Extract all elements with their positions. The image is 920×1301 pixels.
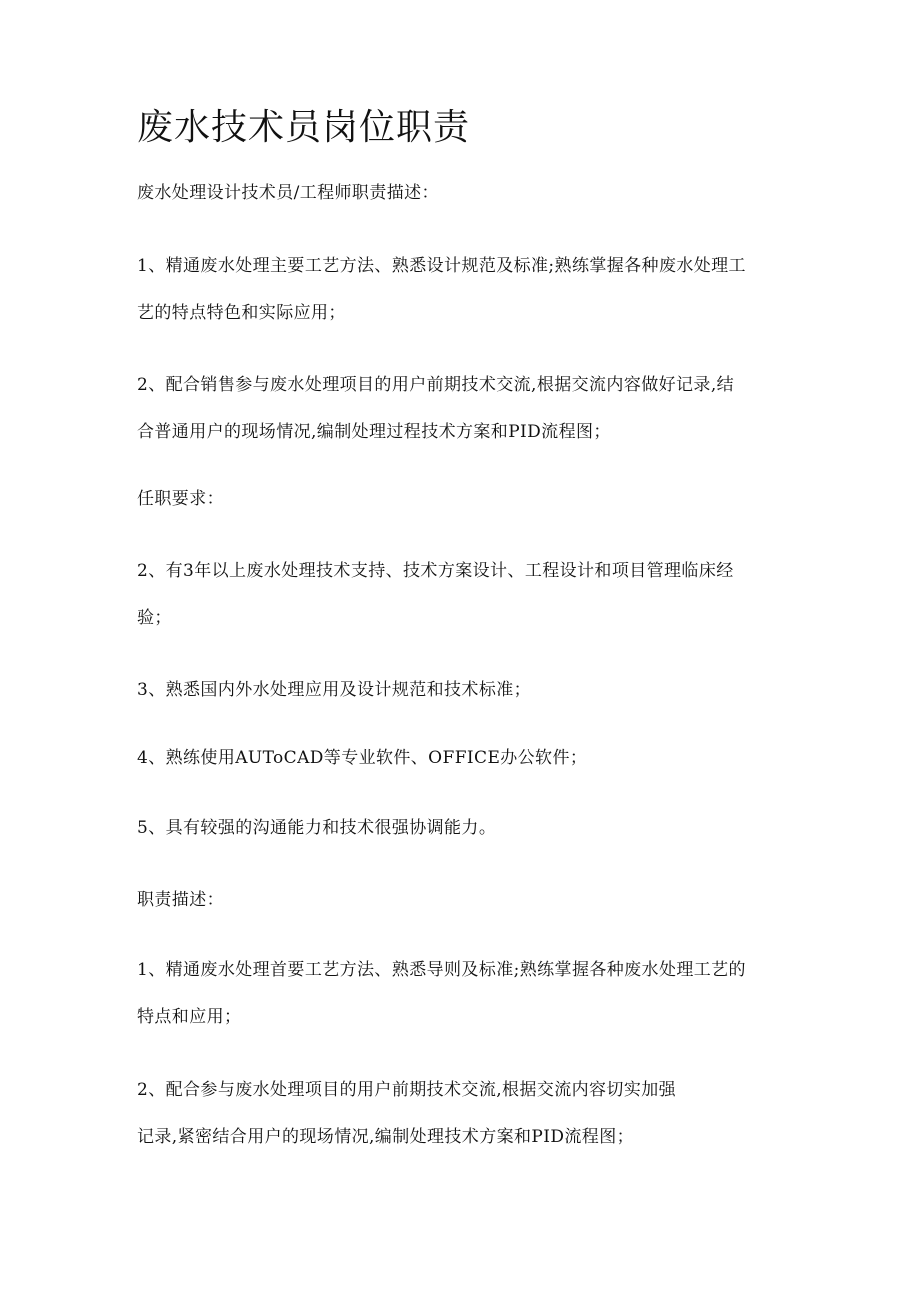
paragraph-line: 3、熟悉国内外水处理应用及设计规范和技术标准； [137,680,532,700]
paragraph-line: 2、配合参与废水处理项目的用户前期技术交流,根据交流内容切实加强 [137,1080,677,1100]
paragraph-line: 艺的特点特色和实际应用； [137,303,346,323]
paragraph-line: 5、具有较强的沟通能力和技术很强协调能力。 [137,818,497,838]
section-heading: 职责描述： [137,890,224,910]
paragraph-line: 1、精通废水处理主要工艺方法、熟悉设计规范及标准;熟练掌握各种废水处理工 [137,256,746,276]
document-title: 废水技术员岗位职责 [137,107,471,148]
paragraph-line: 验； [137,608,172,628]
paragraph-line: 4、熟练使用AUToCAD等专业软件、OFFICE办公软件； [137,748,588,768]
paragraph-line: 1、精通废水处理首要工艺方法、熟悉导则及标准;熟练掌握各种废水处理工艺的 [137,960,746,980]
paragraph-line: 记录,紧密结合用户的现场情况,编制处理技术方案和PID流程图； [137,1127,634,1147]
section-heading: 任职要求： [137,489,224,509]
subtitle-line: 废水处理设计技术员/工程师职责描述： [137,183,439,203]
paragraph-line: 2、配合销售参与废水处理项目的用户前期技术交流,根据交流内容做好记录,结 [137,375,735,395]
paragraph-line: 2、有3年以上废水处理技术支持、技术方案设计、工程设计和项目管理临床经 [137,561,734,581]
paragraph-line: 合普通用户的现场情况,编制处理过程技术方案和PID流程图； [137,422,611,442]
paragraph-line: 特点和应用； [137,1007,242,1027]
